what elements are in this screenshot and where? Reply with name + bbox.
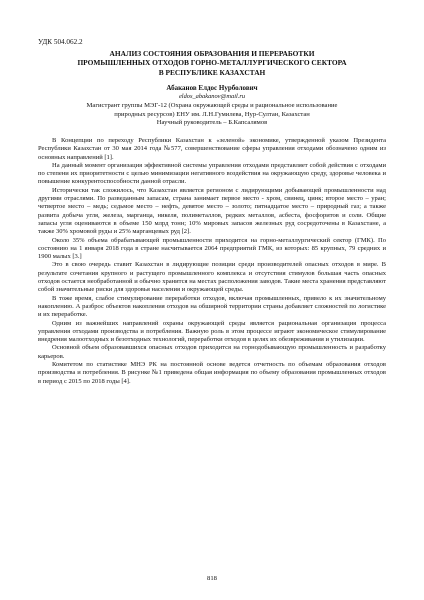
udk-code: УДК 504.062.2 <box>38 38 83 46</box>
author-name: Абаканов Елдос Нурболович <box>166 84 258 93</box>
affiliation-line-1: Магистрант группы МЭГ-12 (Охрана окружающей среды и рациональное использование <box>86 102 338 110</box>
body-paragraph: Основной объем образовавшихся опасных отходов приходится на горнодобывающую промышленность и разработку карьеров. <box>38 344 386 360</box>
paper-body <box>38 137 386 386</box>
body-paragraph: Около 35% объема обрабатывающей промышленности приходится на горно-металлургический сектор (ГМК). По состоянию на 1 января 2018 года в стране насчитывается 2064 предприятий ГМК, из которых: 85 крупных, 79 средних и 1900 малых [3.] <box>38 236 386 261</box>
supervisor-line: Научный руководитель – Б.Капсалямов <box>156 119 268 127</box>
title-line-2: ПРОМЫШЛЕННЫХ ОТХОДОВ ГОРНО-МЕТАЛЛУРГИЧЕСКОГО СЕКТОРА <box>77 58 347 68</box>
body-paragraph: В Концепции по переходу Республики Казахстан к «зеленой» экономике, утвержденной указом Президента Республики Казахстан от 30 мая 2014 года №577, совершенствование сферы управления отходами обозначено одним из основных направлений [1]. <box>38 137 386 161</box>
body-paragraph: Одним из важнейших направлений охраны окружающей среды является рациональная организация процесса управления отходами производства и потребления. Важную роль в этом процессе играют экономическое стимулирование внедрения малоотходных и безотходных технологий, переработки отходов в целях их обезвреживания и утилизации. <box>38 319 386 344</box>
body-paragraph: Это в свою очередь ставит Казахстан в лидирующие позиции среди производителей опасных отходов в мире. В результате сочетания крупного и растущего промышленного комплекса и отсутствия стимулов большая часть опасных отходов остается необработанной и обычно хранится на местах расположения заводов. Такие места хранения представляют собой значительные риски для здоровья населения и окружающей среды. <box>38 261 386 294</box>
body-paragraph: Исторически так сложилось, что Казахстан является регионом с лидирующими добывающей промышленности над другими отраслями. По разведанным запасам, страна занимает первое место - хром, свинец, цинк; второе место – уран; четвертое место – медь; седьмое место – нефть, девятое место – золото; пятнадцатое место – природный газ; а также развита добыча угля, железа, марганца, никеля, полиметаллов, редких металлов, асбеста, фосфоритов и соли. Общие запасы угля оцениваются в объеме 150 млрд тонн; 10% мировых запасов железных руд сосредоточены в Казахстане, а также 30% хромовой руды и 25% марганцевых руд [2]. <box>38 186 386 236</box>
body-paragraph: На данный момент организация эффективной системы управления отходами представляет собой действия с отходами по степени их приоритетности с целью минимизации негативного воздействия на окружающую среду, здоровье человека и повышение конкурентоспособности данной отрасли. <box>38 161 386 186</box>
body-paragraph: В тоже время, слабое стимулирование переработки отходов, включая промышленных, привело к их значительному накоплению. А разброс объектов накопления отходов на обширной территории страны добавляет сложностей по логистике и их переработке. <box>38 294 386 319</box>
author-affiliation <box>38 102 386 128</box>
body-paragraph: Комитетом по статистике МНЭ РК на постоянной основе ведется отчетность по объемам образования отходов производства и потребления. В рисунке №1 приведена общая информация по объему образования промышленных отходов в период с 2015 по 2018 годы [4]. <box>38 361 386 385</box>
author-email: eldos_abakanov@mail.ru <box>178 93 246 101</box>
title-line-1: АНАЛИЗ СОСТОЯНИЯ ОБРАЗОВАНИЯ И ПЕРЕРАБОТКИ <box>109 49 315 58</box>
paper-page <box>38 38 386 386</box>
affiliation-line-2: природных ресурсов) ЕНУ им. Л.Н.Гумилева, Нур-Султан, Казахстан <box>114 110 310 118</box>
page-number: 818 <box>207 575 217 582</box>
paper-title <box>38 49 386 77</box>
title-line-3: В РЕСПУБЛИКЕ КАЗАХСТАН <box>158 67 266 77</box>
